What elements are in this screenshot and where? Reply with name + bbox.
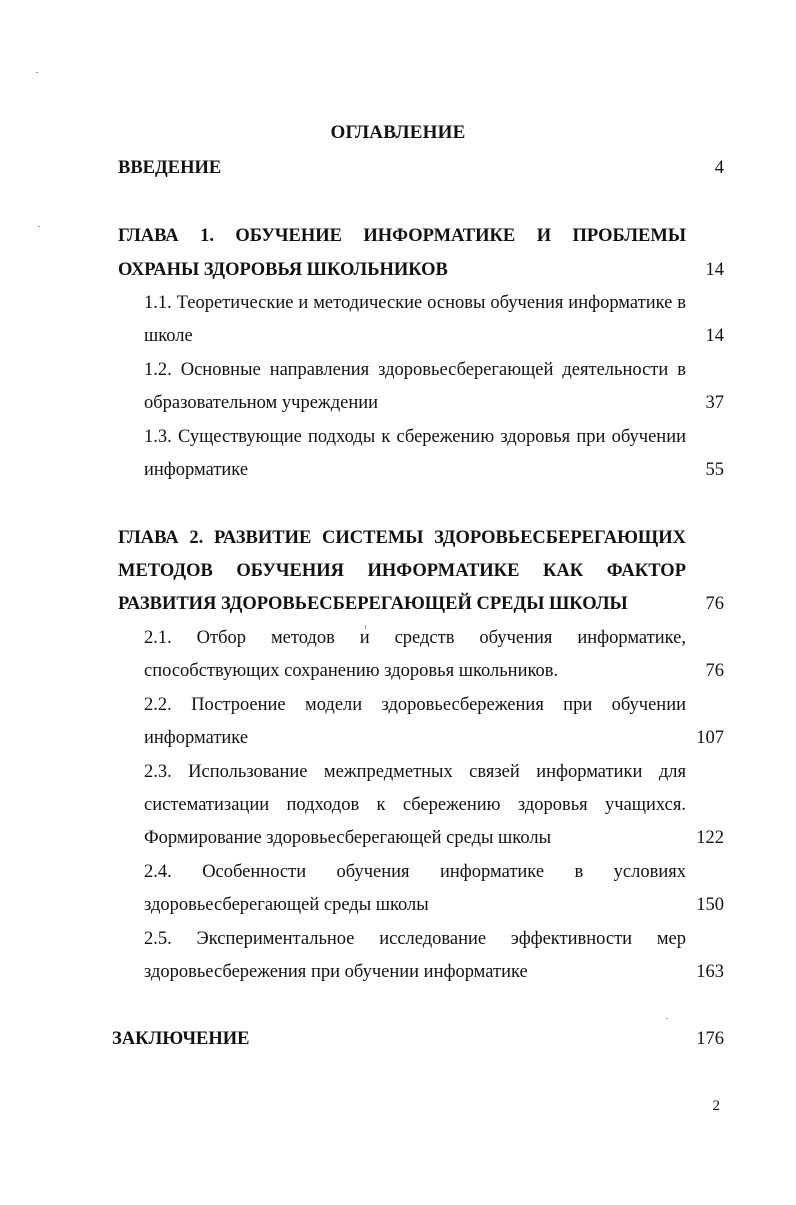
section-2-3-line3: Формирование здоровьесберегающей среды школы [144,828,551,848]
section-2-3-page: 122 [696,828,724,848]
section-2-2-page: 107 [696,728,724,748]
chapter1-heading-line1: ГЛАВА 1. ОБУЧЕНИЕ ИНФОРМАТИКЕ И ПРОБЛЕМЫ [118,226,686,246]
chapter2-heading-line1: ГЛАВА 2. РАЗВИТИЕ СИСТЕМЫ ЗДОРОВЬЕСБЕРЕГАЮЩИХ [118,528,686,548]
chapter2-heading-line3: РАЗВИТИЯ ЗДОРОВЬЕСБЕРЕГАЮЩЕЙ СРЕДЫ ШКОЛЫ [118,594,628,614]
section-2-2-line1: 2.2. Построение модели здоровьесбережения при обучении [144,695,686,715]
toc-conclusion-label: ЗАКЛЮЧЕНИЕ [112,1029,250,1049]
page-title: ОГЛАВЛЕНИЕ [330,122,466,143]
section-1-2-line1: 1.2. Основные направления здоровьесберегающей деятельности в [144,360,686,380]
chapter2-heading-line2: МЕТОДОВ ОБУЧЕНИЯ ИНФОРМАТИКЕ КАК ФАКТОР [118,561,686,581]
section-2-5-line1: 2.5. Экспериментальное исследование эффективности мер [144,929,686,949]
section-1-2-page: 37 [705,393,724,413]
section-1-3-line2: информатике [144,460,249,480]
section-2-4-line1: 2.4. Особенности обучения информатике в условиях [144,862,686,882]
chapter2-page: 76 [705,594,724,614]
section-1-1-line1: 1.1. Теоретические и методические основы обучения информатике в [144,293,686,313]
scan-speck [666,1018,668,1019]
scan-speck [38,226,40,227]
toc-conclusion-page: 176 [696,1029,724,1049]
section-2-1-line2: способствующих сохранению здоровья школьников. [144,661,559,681]
section-2-4-line2: здоровьесберегающей среды школы [144,895,429,915]
section-1-1-page: 14 [705,326,724,346]
section-1-3-line1: 1.3. Существующие подходы к сбережению здоровья при обучении [144,427,686,447]
section-2-4-page: 150 [696,895,724,915]
chapter1-page: 14 [705,260,724,280]
section-2-1-line1: 2.1. Отбор методов и средств обучения информатике, [144,628,686,648]
chapter1-heading-line2: ОХРАНЫ ЗДОРОВЬЯ ШКОЛЬНИКОВ [118,260,448,280]
section-2-2-line2: информатике [144,728,249,748]
section-1-2-line2: образовательном учреждении [144,393,379,413]
toc-intro-label: ВВЕДЕНИЕ [118,158,222,178]
section-2-5-page: 163 [696,962,724,982]
section-2-1-page: 76 [705,661,724,681]
section-2-5-line2: здоровьесбережения при обучении информатике [144,962,528,982]
page-number: 2 [712,1098,720,1114]
section-1-1-line2: школе [144,326,193,346]
toc-intro-page: 4 [714,158,724,178]
scan-speck [36,72,38,73]
section-1-3-page: 55 [705,460,724,480]
section-2-3-line2: систематизации подходов к сбережению здоровья учащихся. [144,795,686,815]
section-2-3-line1: 2.3. Использование межпредметных связей информатики для [144,762,686,782]
